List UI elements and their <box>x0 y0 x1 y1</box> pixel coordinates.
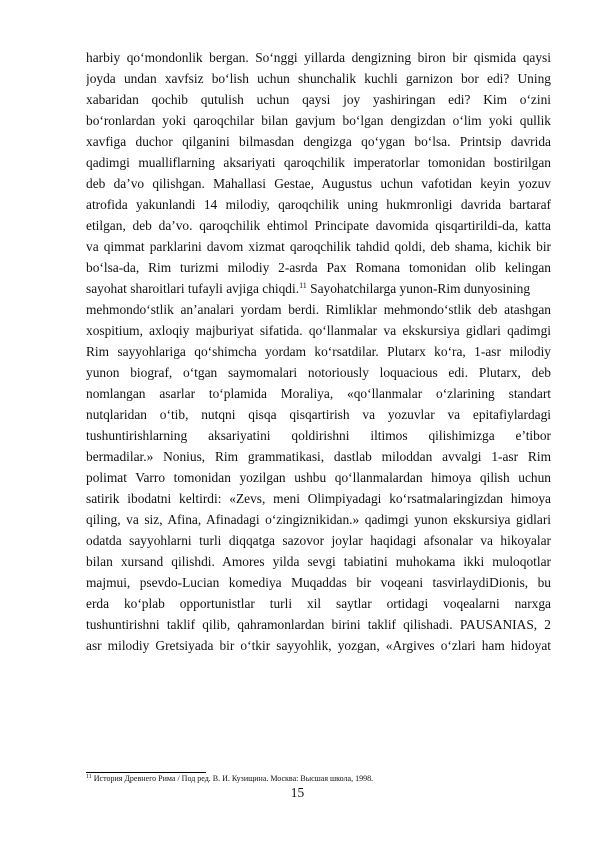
text-line: tushuntirishni taklif qilib, qahramonlardan birini taklif qilishadi. PAUSANIAS, 2 <box>86 617 551 632</box>
text-line: qadimgi mualliflarning aksariyati qaroqchilik imperatorlar tomonidan bostirilgan <box>86 155 551 170</box>
text-line: va qimmat parklarini davom xizmat qaroqchilik tahdid qoldi, deb shama, kichik bir <box>86 239 551 254</box>
text-line: odatda sayyohlarni turli diqqatga sazovor joylar haqidagi afsonalar va hikoyalar <box>86 533 551 548</box>
text-line: harbiy qo‘mondonlik bergan. So‘nggi yillarda dengizning biron bir qismida qaysi <box>86 50 551 65</box>
text-line: nomlangan asarlar to‘plamida Moraliya, «qo‘llanmalar o‘zlarining standart <box>86 386 551 401</box>
text-line: asr milodiy Gretsiyada bir o‘tkir sayyohlik, yozgan, «Argives o‘zlari ham hidoyat <box>86 638 551 653</box>
text-line: yunon biograf, o‘tgan saymomalari notoriously loquacious edi. Plutarx, deb <box>86 365 551 380</box>
page-number: 15 <box>290 785 305 800</box>
footnote-reference: 11 <box>299 281 307 290</box>
text-line: majmui, psevdo-Lucian komediya Muqaddas bir voqeani tasvirlaydiDionis, bu <box>86 575 551 590</box>
text-line: joyda undan xavfsiz bo‘lish uchun shunchalik kuchli garnizon bor edi? Uning <box>86 71 551 86</box>
text-line-with-footnote <box>86 278 551 299</box>
footnote-text: История Древнего Рима / Под ред. В. И. Кузищина. Москва: Высшая школа, 1998. <box>93 774 374 783</box>
text-line-part: Sayohatchilarga yunon-Rim dunyosining <box>306 281 531 296</box>
text-line: bilan xursand qilishdi. Amores yilda sevgi tabiatini muhokama ikki muloqotlar <box>86 554 551 569</box>
text-line: etilgan, deb da’vo. qaroqchilik ehtimol Principate davomida qisqartirildi-da, katta <box>86 218 551 233</box>
text-line: qiling, va siz, Afina, Afinadagi o‘zingiznikidan.» qadimgi yunon ekskursiya gidlari <box>86 512 551 527</box>
text-line: deb da’vo qilishgan. Mahallasi Gestae, Augustus uchun vafotidan keyin yozuv <box>86 176 551 191</box>
body-text <box>86 47 551 656</box>
text-line: bo‘lsa-da, Rim turizmi milodiy 2-asrda Pax Romana tomonidan olib kelingan <box>86 260 551 275</box>
text-line: mehmondo‘stlik an’analari yordam berdi. Rimliklar mehmondo‘stlik deb atashgan <box>86 302 551 317</box>
text-line: atrofida yakunlandi 14 milodiy, qaroqchilik uning hukmronligi davrida bartaraf <box>86 197 551 212</box>
text-line: nutqlaridan o‘tib, nutqni qisqa qisqartirish va yozuvlar va epitafiylardagi <box>86 407 551 422</box>
text-line: satirik ibodatni keltirdi: «Zevs, meni Olimpiyadagi ko‘rsatmalaringizdan himoya <box>86 491 551 506</box>
text-line: tushuntirishlarning aksariyatini qoldirishni iltimos qilishimizga e’tibor <box>86 428 551 443</box>
footnote-separator <box>86 772 206 773</box>
text-line: Rim sayyohlariga qo‘shimcha yordam ko‘rsatdilar. Plutarx ko‘ra, 1-asr milodiy <box>86 344 551 359</box>
text-line: xavfiga duchor qilganini bilmasdan dengizga qo‘ygan bo‘lsa. Printsip davrida <box>86 134 551 149</box>
footnote-marker: 11 <box>86 774 92 780</box>
text-line: erda ko‘plab opportunistlar turli xil saytlar ortidagi voqealarni narxga <box>86 596 551 611</box>
text-line: xospitium, axloqiy majburiyat sifatida. qo‘llanmalar va ekskursiya gidlari qadimgi <box>86 323 551 338</box>
text-line: bermadilar.» Nonius, Rim grammatikasi, dastlab miloddan avvalgi 1-asr Rim <box>86 449 551 464</box>
text-line: bo‘ronlardan yoki qaroqchilar bilan gavjum bo‘lgan dengizdan o‘lim yoki qullik <box>86 113 551 128</box>
text-line: polimat Varro tomonidan yozilgan ushbu qo‘llanmalardan himoya qilish uchun <box>86 470 551 485</box>
text-line: xabaridan qochib qutulish uchun qaysi joy yashiringan edi? Kim o‘zini <box>86 92 551 107</box>
text-line-part: sayohat sharoitlari tufayli avjiga chiqdi. <box>86 281 300 296</box>
footnote <box>86 774 373 784</box>
